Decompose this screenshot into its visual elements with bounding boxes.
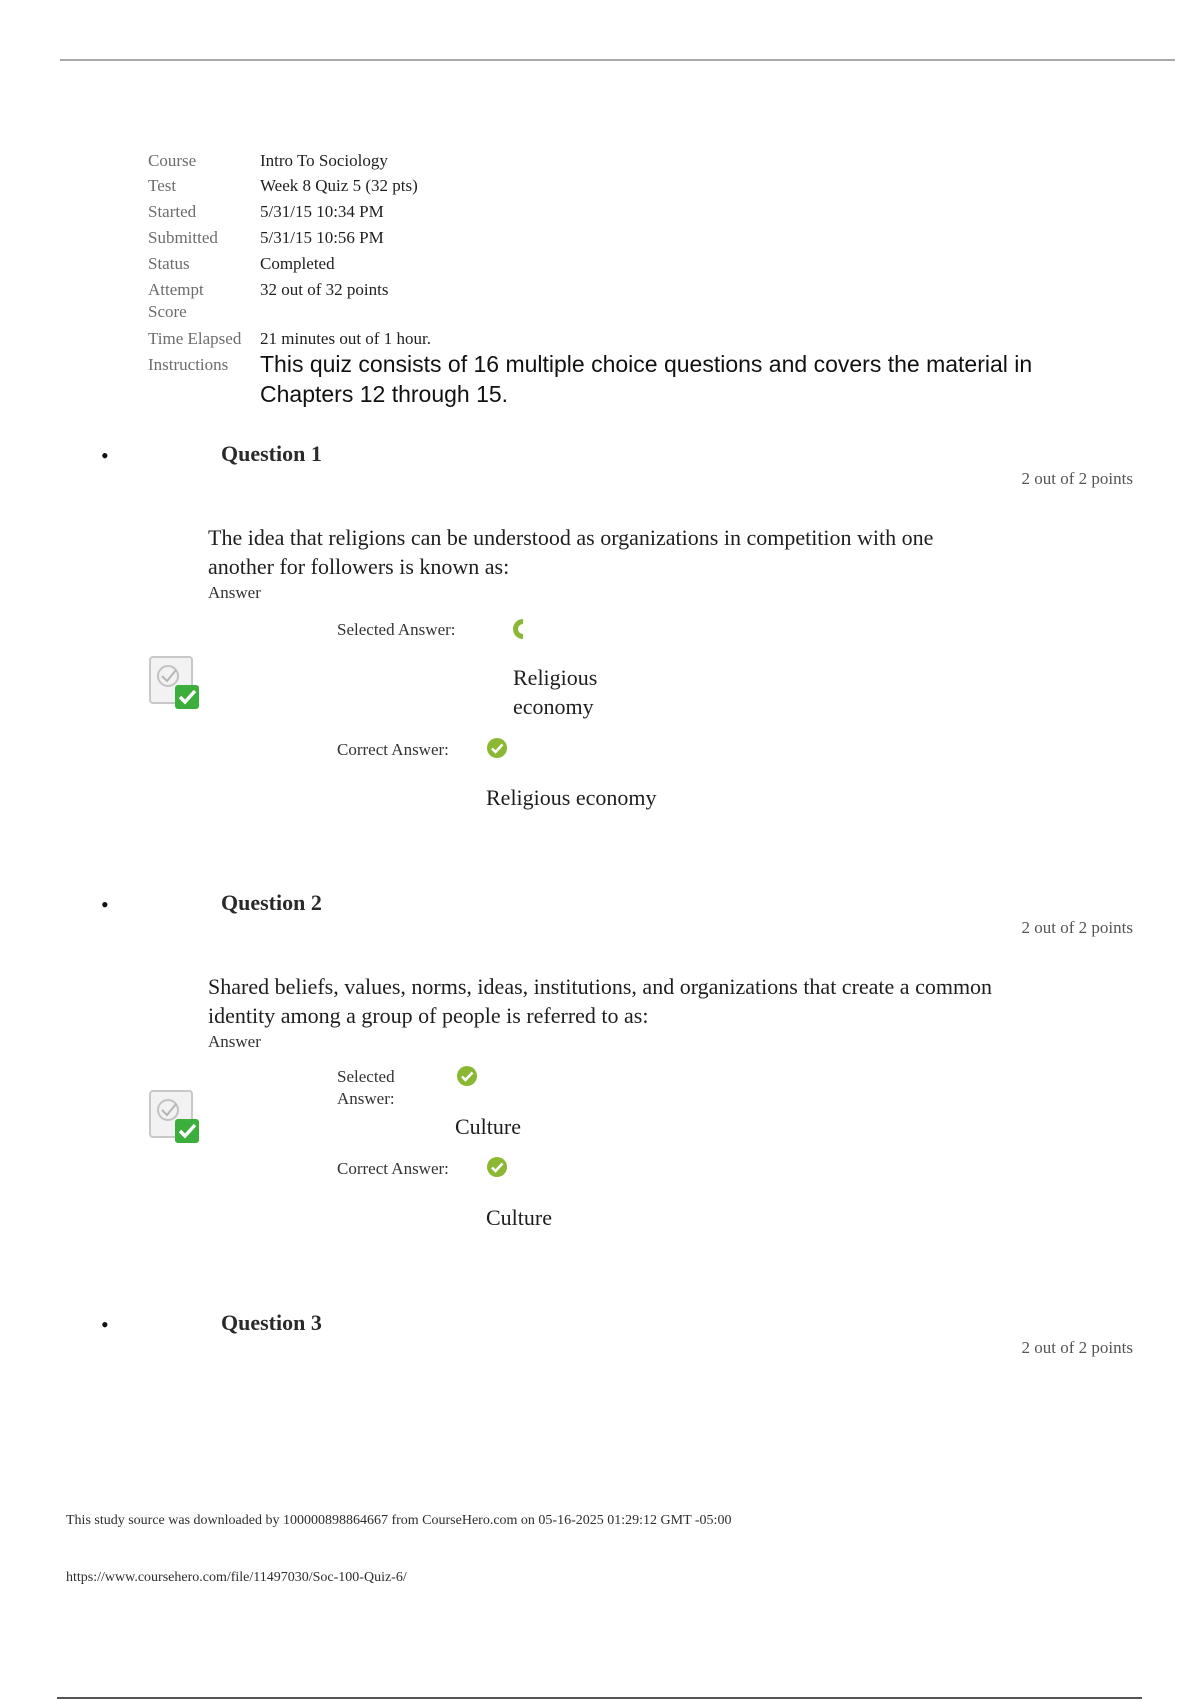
- elapsed-value: 21 minutes out of 1 hour.: [260, 329, 431, 348]
- score-label-line2: Score: [148, 302, 187, 321]
- selected-answer-label: [337, 1066, 395, 1110]
- instructions-label: Instructions: [148, 355, 229, 374]
- partial-check-icon: [512, 618, 534, 640]
- test-label: Test: [148, 176, 177, 195]
- score-label: [148, 279, 260, 323]
- correct-answer-value: Religious economy: [486, 785, 657, 810]
- selected-answer-value: Culture: [455, 1114, 521, 1139]
- selected-answer-label: Selected Answer:: [337, 620, 456, 639]
- selected-answer-line2: economy: [513, 694, 594, 719]
- course-value: Intro To Sociology: [260, 151, 388, 170]
- selected-answer-line1: Religious: [513, 665, 598, 690]
- selected-label-line1: Selected: [337, 1067, 395, 1086]
- check-circle-icon: [486, 1156, 508, 1178]
- bullet: •: [101, 443, 109, 468]
- submitted-value: 5/31/15 10:56 PM: [260, 228, 384, 247]
- elapsed-label: Time Elapsed: [148, 329, 242, 348]
- correct-answer-label: Correct Answer:: [337, 1159, 449, 1178]
- question-text-line2: identity among a group of people is referred to as:: [208, 1003, 649, 1028]
- correct-answer-value: Culture: [486, 1205, 552, 1230]
- started-value: 5/31/15 10:34 PM: [260, 202, 384, 221]
- question-text: [208, 523, 1108, 581]
- question-title: Question 1: [221, 441, 322, 466]
- answer-label: Answer: [208, 583, 261, 602]
- question-text-line1: Shared beliefs, values, norms, ideas, institutions, and organizations that create a common: [208, 974, 993, 999]
- correct-answer-label: Correct Answer:: [337, 740, 449, 759]
- score-label-line1: Attempt: [148, 280, 204, 299]
- question-text: [208, 972, 1108, 1030]
- test-value: Week 8 Quiz 5 (32 pts): [260, 176, 418, 195]
- question-points: 2 out of 2 points: [1021, 1338, 1133, 1357]
- selected-label-line2: Answer:: [337, 1089, 395, 1108]
- top-rule: [60, 59, 1175, 61]
- answer-label: Answer: [208, 1032, 261, 1051]
- bullet: •: [101, 892, 109, 917]
- question-points: 2 out of 2 points: [1021, 469, 1133, 488]
- graded-correct-icon: [148, 655, 202, 711]
- bullet: •: [101, 1312, 109, 1337]
- score-value: 32 out of 32 points: [260, 280, 389, 299]
- status-label: Status: [148, 254, 190, 273]
- question-text-line1: The idea that religions can be understood as organizations in competition with one: [208, 525, 934, 550]
- status-value: Completed: [260, 254, 335, 273]
- question-title: Question 2: [221, 890, 322, 915]
- check-circle-icon: [486, 737, 508, 759]
- source-notice: This study source was downloaded by 100000898864667 from CourseHero.com on 05-16-2025 01:29:12 GMT -05:00: [66, 1513, 732, 1528]
- question-text-line2: another for followers is known as:: [208, 554, 510, 579]
- course-label: Course: [148, 151, 197, 170]
- started-label: Started: [148, 202, 197, 221]
- question-points: 2 out of 2 points: [1021, 918, 1133, 937]
- source-url: https://www.coursehero.com/file/11497030/Soc-100-Quiz-6/: [66, 1570, 407, 1585]
- check-circle-icon: [456, 1065, 478, 1087]
- bottom-rule: [57, 1697, 1142, 1699]
- submitted-label: Submitted: [148, 228, 218, 247]
- question-title: Question 3: [221, 1310, 322, 1335]
- selected-answer-value: [513, 663, 597, 721]
- graded-correct-icon: [148, 1089, 202, 1145]
- instructions-value: This quiz consists of 16 multiple choice questions and covers the material in Chapters 12 through 15.: [260, 351, 1033, 407]
